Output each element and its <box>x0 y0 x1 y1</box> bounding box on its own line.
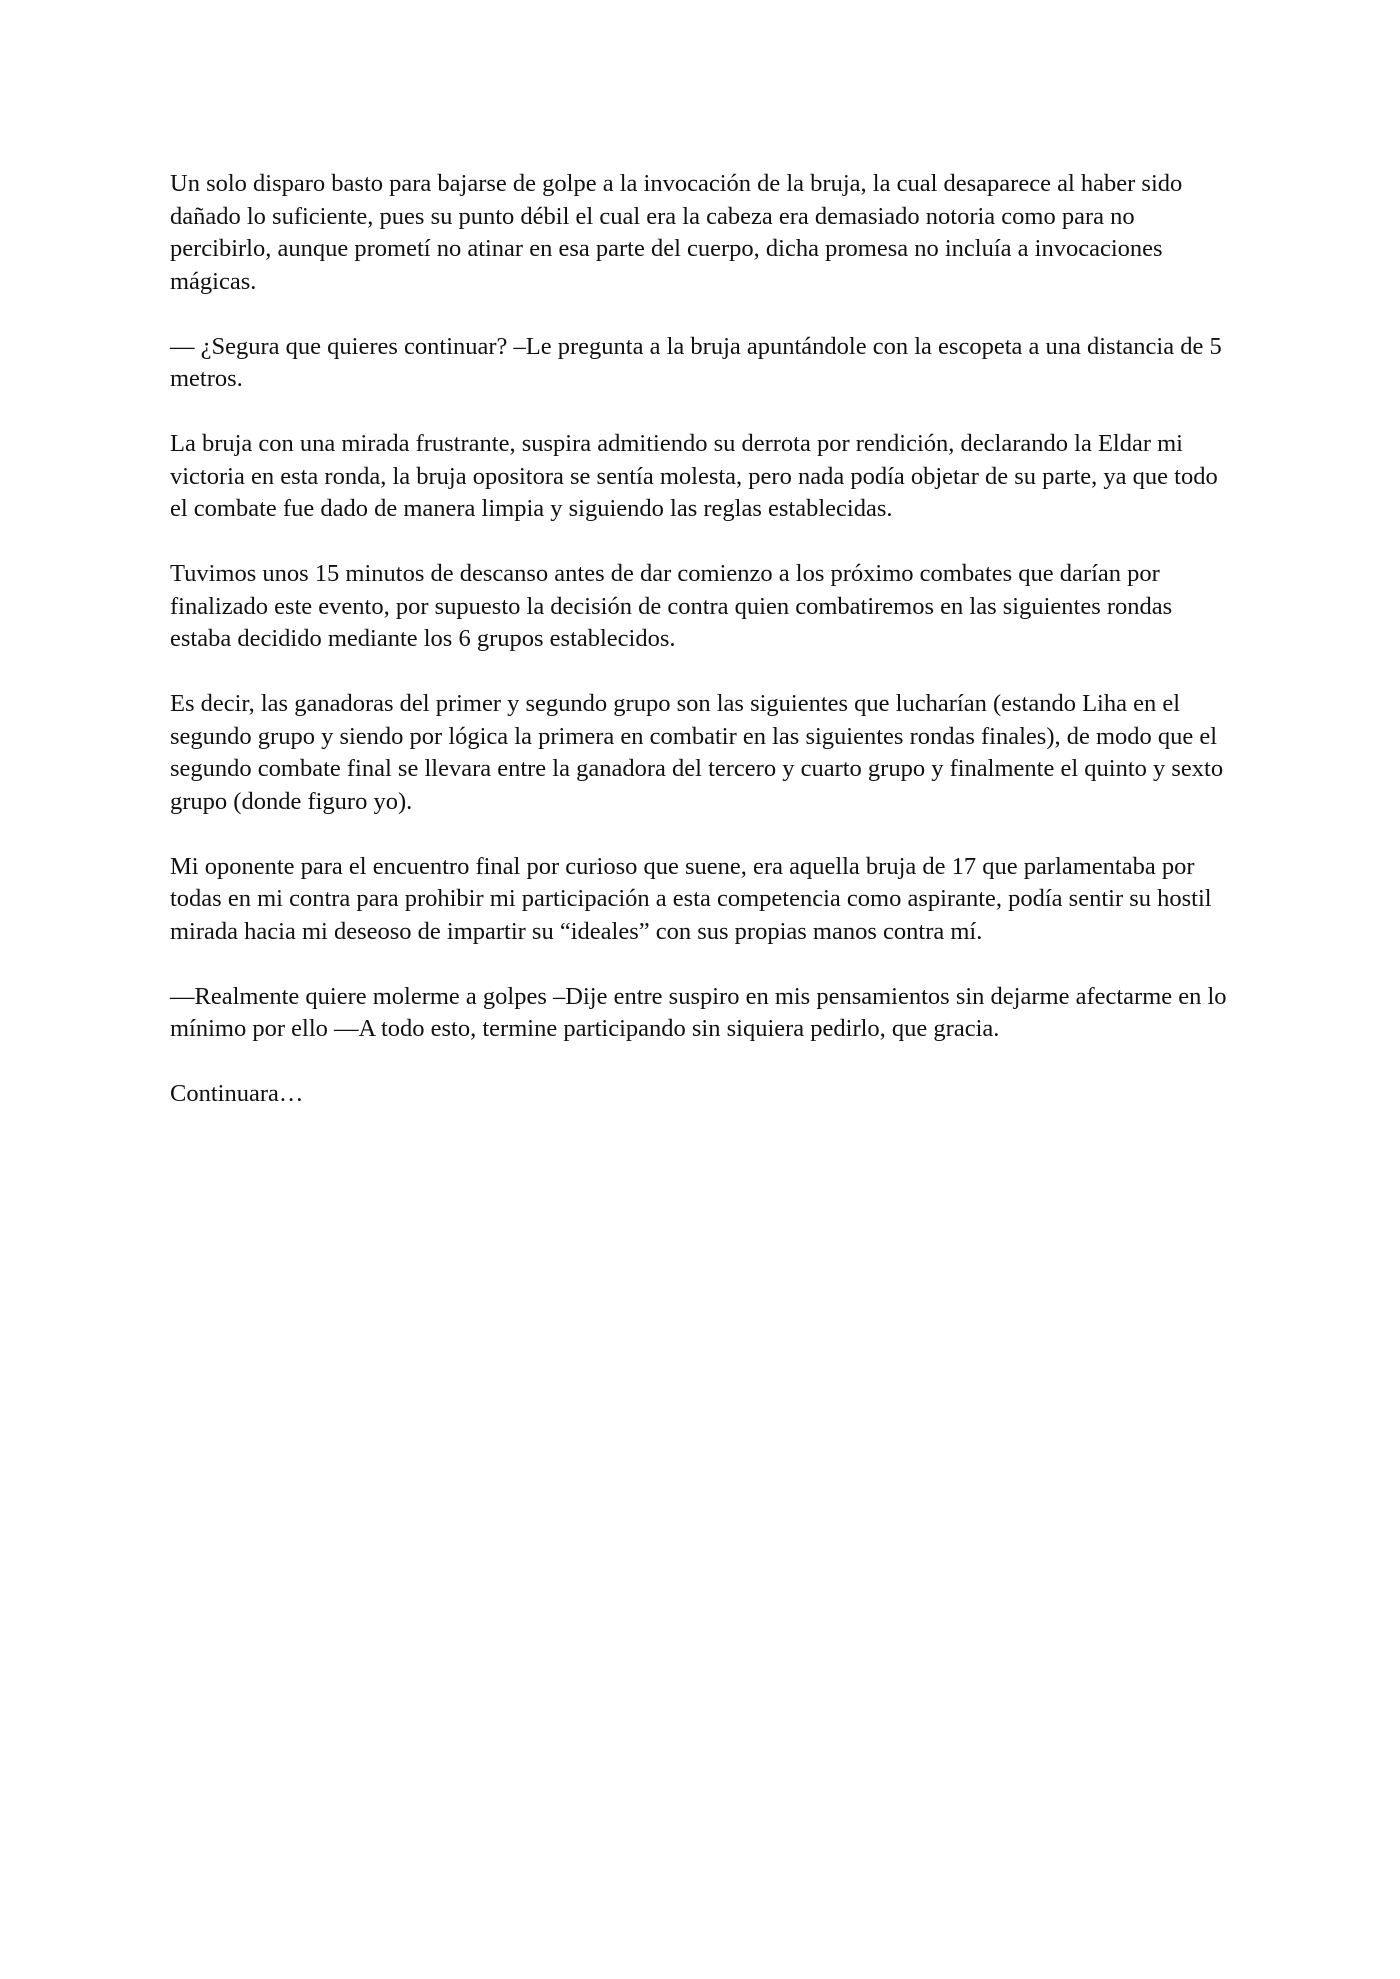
paragraph-descanso: Tuvimos unos 15 minutos de descanso antes de dar comienzo a los próximo combates que darían por finalizado este evento, por supuesto la decisión de contra quien combatiremos en las siguientes rondas estaba decidido mediante los 6 grupos establecidos. <box>170 560 1173 652</box>
paragraph-dialogue-continuar: — ¿Segura que quieres continuar? –Le pregunta a la bruja apuntándole con la escopeta a una distancia de 5 metros. <box>170 332 1222 392</box>
paragraph-disparo: Un solo disparo basto para bajarse de golpe a la invocación de la bruja, la cual desaparece al haber sido dañado lo suficiente, pues su punto débil el cual era la cabeza era demasiado notoria como para no percibirlo, aunque prometí no atinar en esa parte del cuerpo, dicha promesa no incluía a invocaciones mágicas. <box>170 170 1183 295</box>
paragraph-continuara: Continuara… <box>170 1080 304 1107</box>
paragraph-dialogue-golpes: —Realmente quiere molerme a golpes –Dije entre suspiro en mis pensamientos sin dejarme afectarme en lo mínimo por ello —A todo esto, termine participando sin siquiera pedirlo, que gracia. <box>170 982 1227 1042</box>
paragraph-rendicion: La bruja con una mirada frustrante, suspira admitiendo su derrota por rendición, declarando la Eldar mi victoria en esta ronda, la bruja opositora se sentía molesta, pero nada podía objetar de su parte, ya que todo el combate fue dado de manera limpia y siguiendo las reglas establecidas. <box>170 430 1218 522</box>
paragraph-grupos: Es decir, las ganadoras del primer y segundo grupo son las siguientes que lucharían (estando Liha en el segundo grupo y siendo por lógica la primera en combatir en las siguientes rondas finales), de modo que el segundo combate final se llevara entre la ganadora del tercero y cuarto grupo y finalmente el quinto y sexto grupo (donde figuro yo). <box>170 690 1224 815</box>
document-body <box>170 168 1230 1143</box>
paragraph-oponente: Mi oponente para el encuentro final por curioso que suene, era aquella bruja de 17 que parlamentaba por todas en mi contra para prohibir mi participación a esta competencia como aspirante, podía sentir su hostil mirada hacia mi deseoso de impartir su “ideales” con sus propias manos contra mí. <box>170 852 1212 945</box>
